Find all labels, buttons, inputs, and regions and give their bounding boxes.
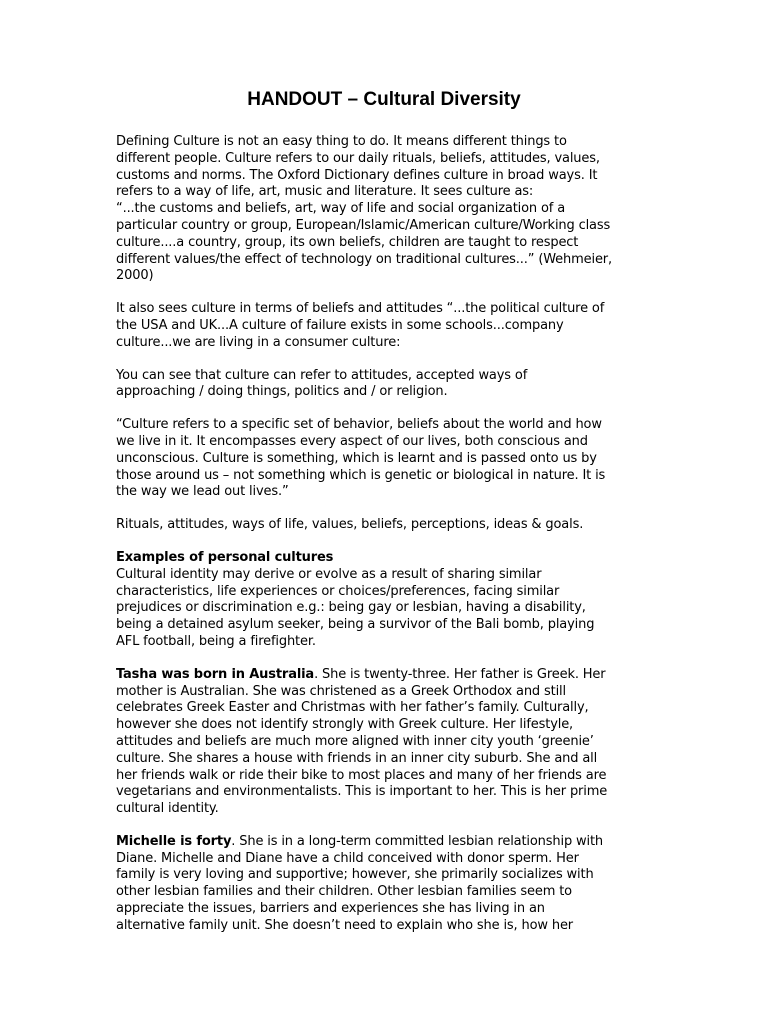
text-line: the way we lead out lives.” (116, 484, 289, 500)
text-line: cultural identity. (116, 801, 219, 817)
paragraph-attitudes (116, 368, 652, 402)
text-line: culture....a country, group, its own beliefs, children are taught to respect (116, 234, 579, 250)
text-line: Rituals, attitudes, ways of life, values, beliefs, perceptions, ideas & goals. (116, 517, 584, 533)
text-line: approaching / doing things, politics and / or religion. (116, 384, 448, 400)
text-line: being a detained asylum seeker, being a survivor of the Bali bomb, playing (116, 617, 595, 633)
text-line: 2000) (116, 268, 154, 284)
tasha-lead: Tasha was born in Australia (116, 666, 315, 682)
paragraph-rituals (116, 517, 652, 534)
text-line: vegetarians and environmentalists. This is important to her. This is her prime (116, 784, 608, 800)
text-line: other lesbian families and their children. Other lesbian families seem to (116, 884, 572, 900)
text-line: appreciate the issues, barriers and experiences she has living in an (116, 901, 545, 917)
text-line: culture...we are living in a consumer culture: (116, 334, 401, 350)
text-line: Diane. Michelle and Diane have a child conceived with donor sperm. Her (116, 850, 579, 866)
text-line: different people. Culture refers to our daily rituals, beliefs, attitudes, values, (116, 150, 600, 166)
section-examples (116, 550, 652, 651)
paragraph-tasha (116, 667, 652, 818)
text-line: AFL football, being a firefighter. (116, 633, 316, 649)
text-line: characteristics, life experiences or choices/preferences, facing similar (116, 583, 560, 599)
paragraph-michelle (116, 834, 652, 935)
page-title: HANDOUT – Cultural Diversity (247, 89, 521, 110)
text-line: the USA and UK...A culture of failure exists in some schools...company (116, 317, 564, 333)
paragraph-beliefs-attitudes (116, 301, 652, 351)
text-line: Cultural identity may derive or evolve as a result of sharing similar (116, 566, 542, 582)
text-line: “Culture refers to a specific set of behavior, beliefs about the world and how (116, 417, 602, 433)
paragraph-culture-quote (116, 417, 652, 501)
text-line: family is very loving and supportive; however, she primarily socializes with (116, 867, 594, 883)
text-line: prejudices or discrimination e.g.: being gay or lesbian, having a disability, (116, 600, 586, 616)
text-line: customs and norms. The Oxford Dictionary defines culture in broad ways. It (116, 167, 598, 183)
text-line: particular country or group, European/Islamic/American culture/Working class (116, 217, 611, 233)
text-line: celebrates Greek Easter and Christmas with her father’s family. Culturally, (116, 700, 589, 716)
michelle-lead: Michelle is forty (116, 833, 232, 849)
section-heading: Examples of personal cultures (116, 549, 334, 565)
text-line: culture. She shares a house with friends in an inner city suburb. She and all (116, 750, 598, 766)
michelle-first-line-rest: . She is in a long-term committed lesbian relationship with (231, 833, 604, 849)
text-line: Defining Culture is not an easy thing to do. It means different things to (116, 134, 567, 149)
text-line: mother is Australian. She was christened as a Greek Orthodox and still (116, 683, 566, 699)
text-line: You can see that culture can refer to attitudes, accepted ways of (116, 367, 528, 383)
text-line: refers to a way of life, art, music and literature. It sees culture as: (116, 184, 534, 200)
text-line (116, 834, 652, 851)
paragraph-defining-culture (116, 134, 652, 285)
text-line: different values/the effect of technology on traditional cultures...” (Wehmeier, (116, 251, 612, 267)
text-line: “...the customs and beliefs, art, way of life and social organization of a (116, 201, 566, 217)
tasha-first-line-rest: . She is twenty-three. Her father is Greek. Her (314, 666, 606, 682)
text-line: attitudes and beliefs are much more aligned with inner city youth ‘greenie’ (116, 733, 594, 749)
text-line: however she does not identify strongly with Greek culture. Her lifestyle, (116, 717, 574, 733)
text-line: unconscious. Culture is something, which is learnt and is passed onto us by (116, 450, 597, 466)
text-line (116, 667, 652, 684)
text-line: those around us – not something which is genetic or biological in nature. It is (116, 467, 606, 483)
text-line: It also sees culture in terms of beliefs and attitudes “...the political culture of (116, 301, 605, 317)
text-line: we live in it. It encompasses every aspect of our lives, both conscious and (116, 433, 588, 449)
text-line: her friends walk or ride their bike to most places and many of her friends are (116, 767, 607, 783)
text-line: alternative family unit. She doesn’t need to explain who she is, how her (116, 917, 574, 933)
